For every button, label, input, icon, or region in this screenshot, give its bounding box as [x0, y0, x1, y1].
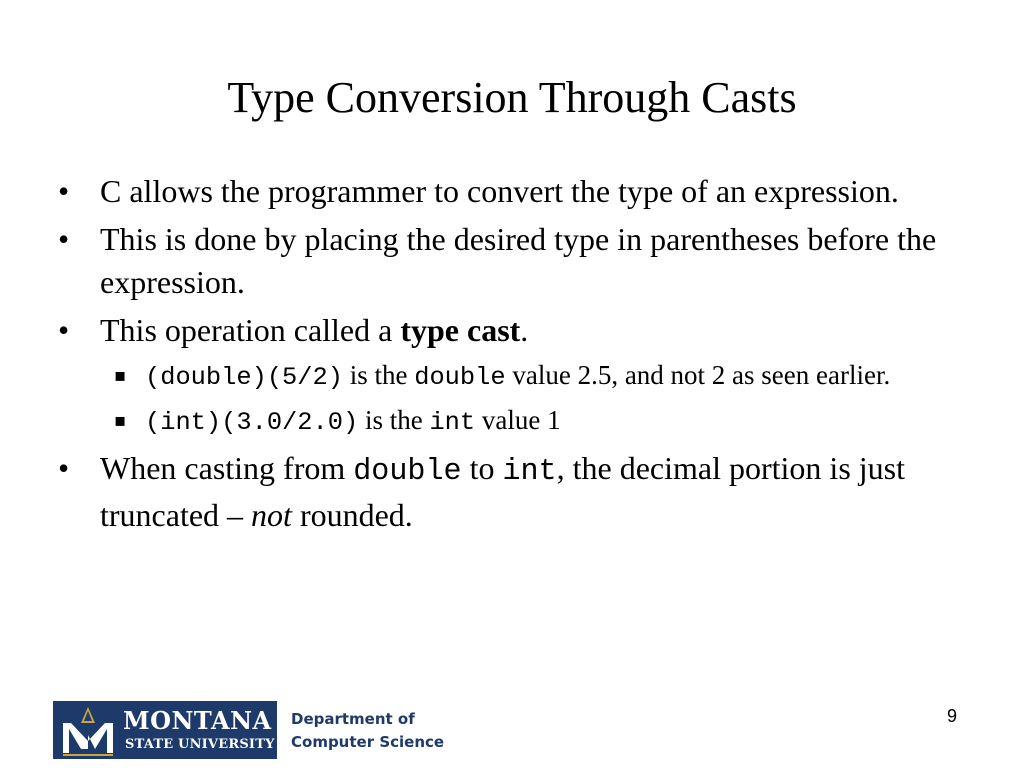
sub-bullet-text: value 2.5, and not 2 as seen earlier. [505, 360, 891, 390]
bullet-text: This is done by placing the desired type in parentheses before the expression. [100, 221, 937, 300]
bullet-item [58, 170, 958, 213]
bullet-icon: • [58, 450, 70, 486]
bullet-text: When casting from [100, 450, 354, 486]
sub-bullet-text: is the [358, 405, 430, 435]
code-keyword: int [429, 408, 476, 437]
page-number: 9 [947, 706, 958, 726]
code-keyword: double [414, 363, 506, 392]
code-snippet: (int)(3.0/2.0) [145, 408, 359, 437]
bullet-icon: • [58, 173, 70, 209]
department-line-2: Computer Science [291, 733, 445, 751]
department-line-1: Department of [291, 710, 415, 728]
square-bullet-icon: ▪ [114, 410, 127, 431]
bullet-icon: • [58, 312, 70, 348]
code-keyword: int [502, 455, 557, 489]
bullet-text-italic: not [251, 497, 292, 533]
bullet-text-bold: type cast [400, 312, 521, 348]
bullet-item [58, 309, 958, 352]
bullet-item [58, 447, 958, 537]
bullet-text-post: . [520, 312, 529, 348]
bullet-icon: • [58, 221, 70, 257]
logo-wordmark: MONTANA [123, 706, 272, 735]
bullet-item [58, 218, 958, 304]
slide-title: Type Conversion Through Casts [227, 73, 797, 122]
logo-subtitle: STATE UNIVERSITY [125, 737, 275, 752]
university-logo [53, 701, 277, 759]
bullet-text: to [461, 450, 503, 486]
sub-bullet-text: value 1 [475, 405, 561, 435]
square-bullet-icon: ▪ [114, 365, 127, 386]
sub-bullet-item [58, 402, 958, 441]
department-label [291, 708, 444, 754]
code-keyword: double [353, 455, 462, 489]
sub-bullet-text: is the [342, 360, 415, 390]
code-snippet: (double)(5/2) [145, 363, 343, 392]
bullet-text: rounded. [291, 497, 413, 533]
bullet-text-pre: This operation called a [100, 312, 401, 348]
slide-content [58, 170, 958, 542]
montana-m-icon [59, 705, 117, 757]
sub-bullet-item [58, 357, 958, 396]
bullet-text: C allows the programmer to convert the type of an expression. [100, 173, 899, 209]
bullet-text: , the decimal portion is just truncated – [100, 450, 905, 533]
